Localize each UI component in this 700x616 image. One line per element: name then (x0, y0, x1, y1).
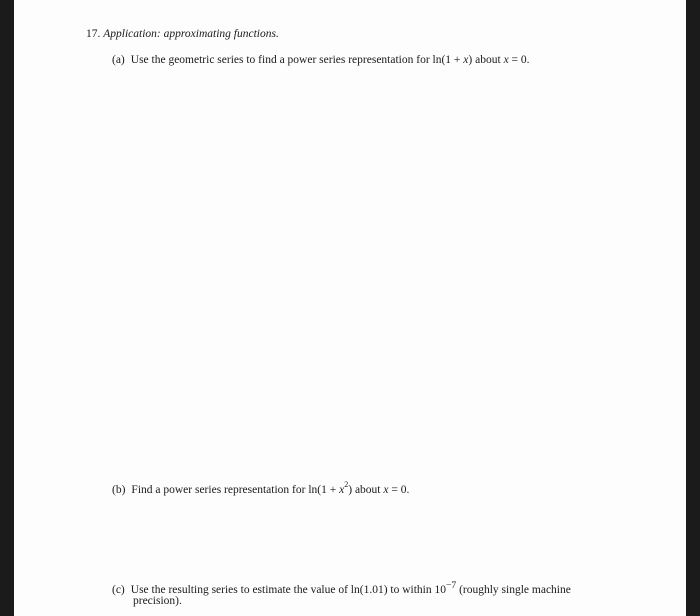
part-a-fn-prefix: ln(1 + (432, 54, 464, 66)
problem-title: Application: approximating functions. (103, 28, 279, 40)
problem-heading (86, 27, 279, 42)
part-b-fn-suffix: ) (348, 484, 353, 496)
part-a-center-variable: x (503, 54, 509, 66)
part-a-fn-suffix: ) (468, 54, 473, 66)
part-b-center-value: = 0. (388, 484, 410, 496)
part-b-text: Find a power series representation for (131, 484, 309, 496)
part-b-fn-variable: x (339, 484, 345, 496)
part-b-center (383, 484, 409, 496)
part-a-center-value: = 0. (508, 54, 530, 66)
document-page (14, 0, 686, 616)
part-b-question (112, 480, 410, 498)
part-a-fn-variable: x (463, 54, 469, 66)
part-c-text: Use the resulting series to estimate the value of ln(1.01) to within 10 (130, 583, 446, 596)
part-c-label: (c) (112, 583, 125, 596)
part-b-center-variable: x (383, 484, 389, 496)
part-b-fn-exponent: 2 (344, 480, 349, 490)
part-b-label: (b) (112, 484, 126, 496)
part-a-question (112, 53, 530, 68)
part-a-function (433, 54, 473, 66)
problem-number: 17. (86, 28, 101, 40)
part-c-text-after: (roughly single machine (456, 583, 571, 596)
part-b-about-text: about (352, 484, 384, 496)
part-a-about-text: about (472, 54, 504, 66)
right-dark-border (686, 0, 700, 616)
part-a-center (504, 54, 530, 66)
left-dark-border (0, 0, 14, 616)
part-b-function (308, 480, 353, 496)
part-c-continuation: precision). (133, 595, 182, 607)
part-a-text: Use the geometric series to find a power series representation for (130, 54, 433, 66)
part-c-exponent: −7 (446, 580, 457, 591)
part-a-label: (a) (112, 54, 125, 66)
part-b-fn-prefix: ln(1 + (308, 484, 340, 496)
